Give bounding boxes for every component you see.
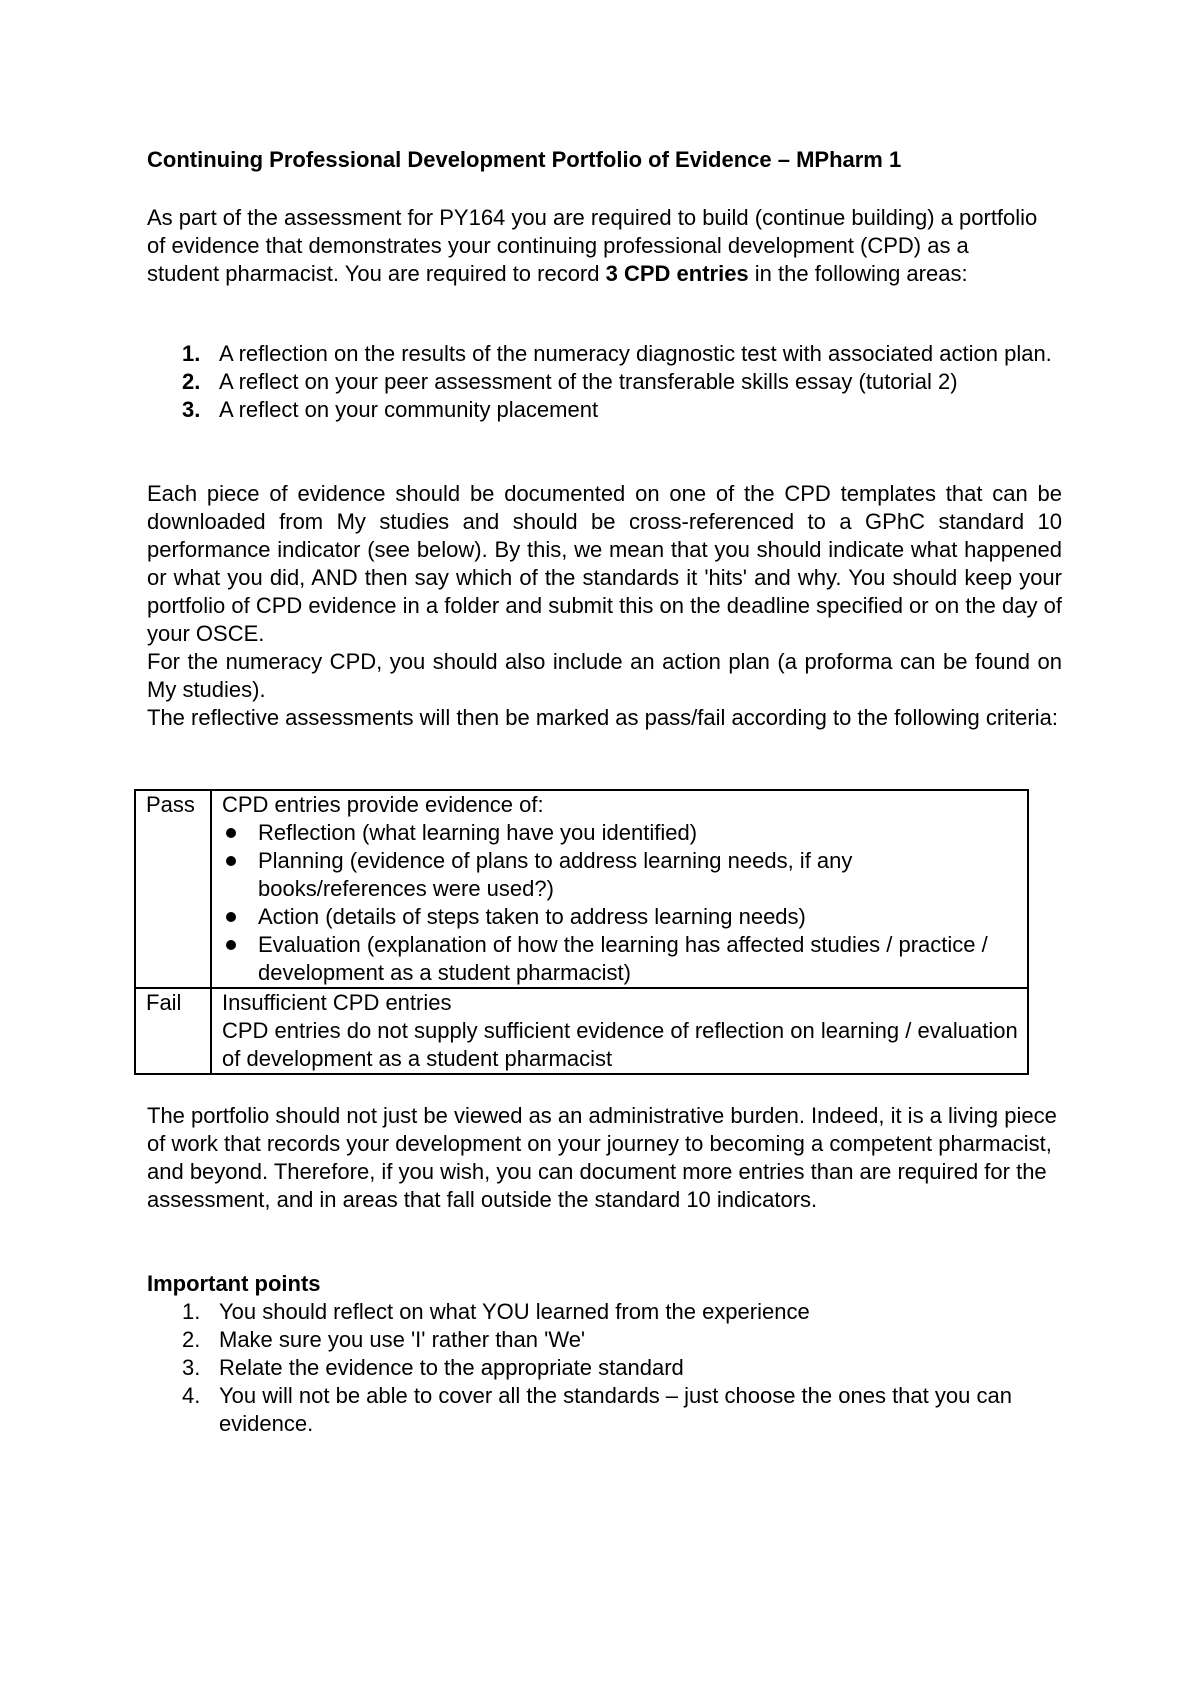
list-item-number: 4. (182, 1383, 201, 1408)
table-row (135, 790, 1028, 988)
list-item-number: 3. (182, 1355, 201, 1380)
list-item (147, 1326, 1067, 1354)
list-item-number: 3. (182, 397, 201, 422)
list-item-text: A reflect on your community placement (219, 397, 599, 422)
list-item-text: A reflection on the results of the numeracy diagnostic test with associated action plan. (219, 341, 1052, 366)
list-item-number: 2. (182, 1327, 201, 1352)
list-item-number: 1. (182, 341, 201, 366)
criteria-table (134, 789, 1029, 1075)
list-item (147, 1298, 1067, 1326)
list-item-number: 1. (182, 1299, 201, 1324)
fail-criteria-cell (211, 988, 1028, 1074)
list-item-text: Make sure you use 'I' rather than 'We' (219, 1327, 586, 1352)
list-item (147, 1354, 1067, 1382)
fail-line-1: Insufficient CPD entries (222, 990, 452, 1015)
list-item (147, 1382, 1067, 1438)
cpd-areas-list (147, 340, 1067, 424)
list-item: Action (details of steps taken to address learning needs) (222, 903, 1021, 931)
pass-criteria-cell (211, 790, 1028, 988)
pass-bullets (222, 819, 1021, 987)
intro-text-bold: 3 CPD entries (605, 261, 749, 286)
intro-text-after: in the following areas: (748, 261, 968, 286)
list-item (147, 340, 1067, 368)
list-item (147, 396, 1067, 424)
list-item-text: A reflect on your peer assessment of the transferable skills essay (tutorial 2) (219, 369, 958, 394)
fail-label: Fail (135, 988, 211, 1074)
list-item-text: Relate the evidence to the appropriate standard (219, 1355, 684, 1380)
important-points-list (147, 1298, 1067, 1438)
numeracy-paragraph: For the numeracy CPD, you should also include an action plan (a proforma can be found on My studies). (147, 649, 1062, 702)
list-item-text: You will not be able to cover all the standards – just choose the ones that you can evidence. (219, 1383, 1012, 1436)
important-points-heading: Important points (147, 1271, 321, 1296)
pass-label: Pass (135, 790, 211, 988)
list-item-text: You should reflect on what YOU learned from the experience (219, 1299, 810, 1324)
document-title: Continuing Professional Development Portfolio of Evidence – MPharm 1 (147, 147, 902, 172)
table-row (135, 988, 1028, 1074)
intro-text-before: As part of the assessment for PY164 you are required to build (continue building) a portfolio of evidence that demonstrates your continuing professional development (CPD) as a student pharmacist. You are required to record (147, 205, 1038, 286)
evidence-paragraph: Each piece of evidence should be documented on one of the CPD templates that can be downloaded from My studies and should be cross-referenced to a GPhC standard 10 performance indicator (see below). By this, we mean that you should indicate what happened or what you did, AND then say which of the standards it 'hits' and why. You should keep your portfolio of CPD evidence in a folder and submit this on the deadline specified or on the day of your OSCE. (147, 481, 1062, 646)
reflective-paragraph: The reflective assessments will then be marked as pass/fail according to the following criteria: (147, 705, 1058, 730)
list-item: Planning (evidence of plans to address learning needs, if any books/references were used?) (222, 847, 1021, 903)
intro-paragraph (147, 204, 1047, 288)
list-item: Evaluation (explanation of how the learning has affected studies / practice / development as a student pharmacist) (222, 931, 1021, 987)
list-item: Reflection (what learning have you identified) (222, 819, 1021, 847)
list-item-number: 2. (182, 369, 201, 394)
portfolio-paragraph: The portfolio should not just be viewed as an administrative burden. Indeed, it is a living piece of work that records your development on your journey to becoming a competent pharmacist, and beyond. Therefore, if you wish, you can document more entries than are required for the assessment, and in areas that fall outside the standard 10 indicators. (147, 1103, 1057, 1212)
pass-intro: CPD entries provide evidence of: (222, 792, 544, 817)
list-item (147, 368, 1067, 396)
fail-line-2: CPD entries do not supply sufficient evidence of reflection on learning / evaluation of development as a student pharmacist (222, 1018, 1018, 1071)
